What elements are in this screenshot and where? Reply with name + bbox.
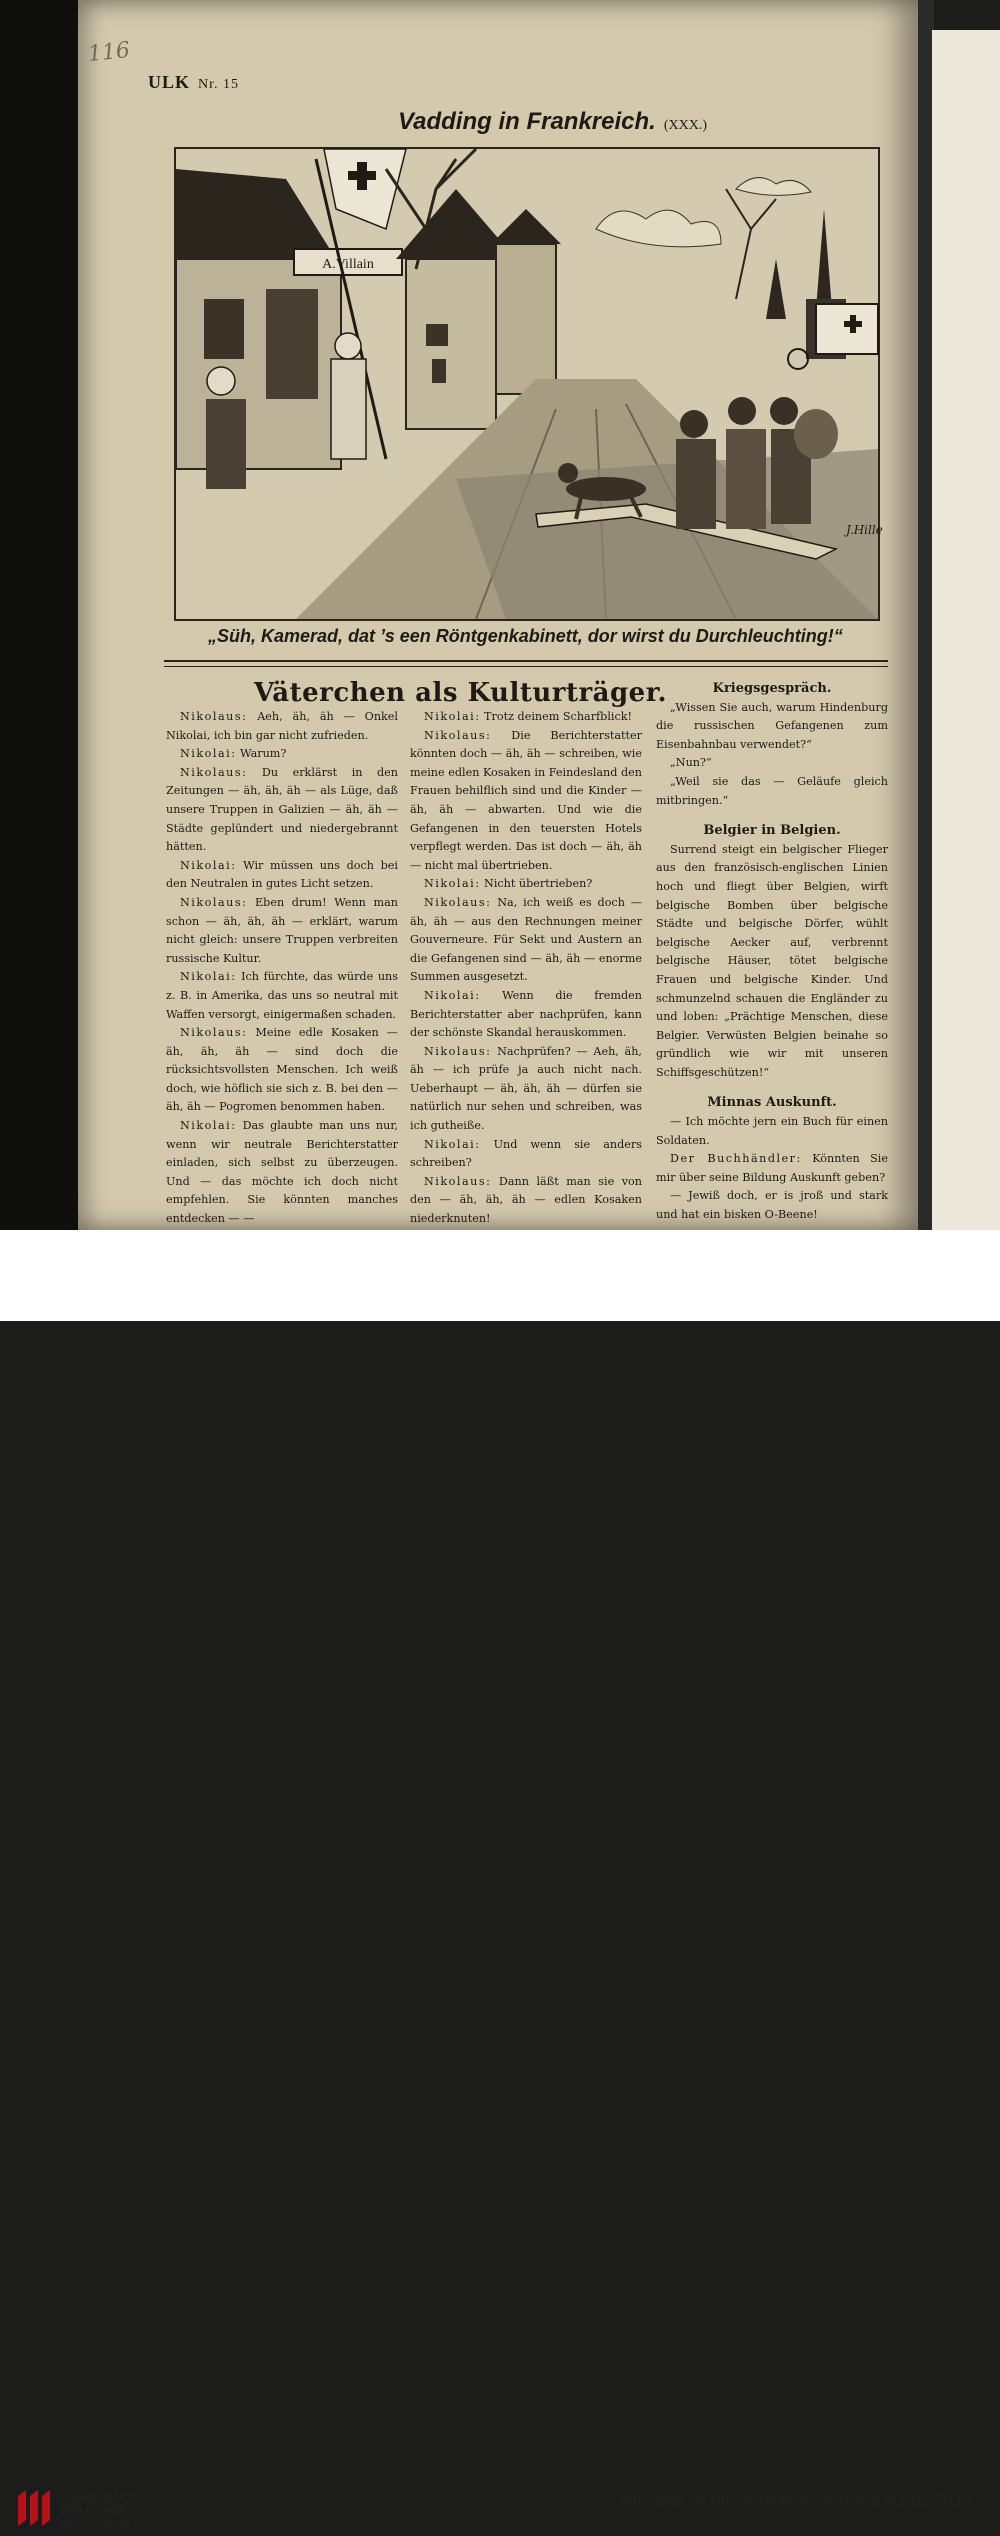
speaker-name: Nikolai: <box>424 1137 481 1151</box>
minna-text-2-body: Könnten Sie mir über seine Bildung Auskunft geben? <box>656 1152 889 1184</box>
minna-speaker: Der Buchhändler: <box>670 1152 802 1166</box>
adjacent-page <box>932 30 1000 1230</box>
dialogue-paragraph <box>166 708 398 745</box>
dialogue-text: Warum? <box>236 747 287 761</box>
issue-number: Nr. 15 <box>198 77 240 92</box>
dialogue-paragraph <box>410 1173 642 1229</box>
minna-text-1: — Ich möchte jern ein Buch für einen Soldaten. <box>656 1115 888 1147</box>
logo-line-1: UNIVERSITÄTS- <box>60 2492 145 2504</box>
dialogue-paragraph <box>166 894 398 968</box>
dialogue-text: Na, ich weiß es doch — äh, äh — aus den Rechnungen meiner Gouverneure. Für Sekt und Austern an die Gefangenen sind — äh, äh — enorme Summen ausgesetzt. <box>410 895 642 984</box>
sidebar-column <box>656 680 888 1225</box>
speaker-name: Nikolaus: <box>424 895 492 909</box>
dialogue-paragraph <box>410 727 642 876</box>
article-column-1 <box>166 708 398 1284</box>
speaker-name: Nikolaus: <box>424 728 492 742</box>
journal-name: ULK <box>148 72 191 92</box>
dialogue-text: Die Berichterstatter könnten doch — äh, äh — schreiben, wie meine edlen Kosaken in Feindesland den Frauen behilflich sind und die Kinder — äh, äh — abwarten. Und wie die Gefangenen in den teuersten Hotels verpflegt werden. Das ist doch — äh, äh — nicht mal übertrieben. <box>410 728 642 872</box>
speaker-name: Nikolaus: <box>424 1044 492 1058</box>
shop-sign-text: A.Villain <box>322 257 374 272</box>
article-column-2 <box>410 708 642 1266</box>
logo-line-3: HEIDELBERG <box>60 2518 131 2530</box>
library-logo-icon <box>12 2486 52 2532</box>
sidebar-paragraph: „Wissen Sie auch, warum Hindenburg die russischen Gefangenen zum Eisenbahnbau verwendet?“ <box>656 700 888 751</box>
newspaper-page <box>78 0 918 1230</box>
dialogue-text: Wenn die fremden Berichterstatter aber nachprüfen, kann der schönste Skandal herauskommen. <box>410 988 642 1040</box>
dialogue-paragraph <box>166 745 398 764</box>
sidebar-paragraph: Surrend steigt ein belgischer Flieger aus den französisch-englischen Linien hoch und fliegt über Belgien, wirft belgische Bomben über belgische Städte und belgische Dörfer, wühlt belgische Aecker auf, verbrennt belgische Häuser, tötet belgische Frauen und belgische Kinder. Und schmunzelnd schauen die Engländer zu und loben: „Prächtige Menschen, diese Belgier. Verwüsten Belgien beinahe so gründlich wie wir mit unseren Schiffsgeschützen!“ <box>656 842 888 1079</box>
dialogue-text: Eben drum! Wenn man schon — äh, äh, äh — erklärt, warum nicht gleich: unsere Truppen verbreiten russische Kultur. <box>166 895 398 965</box>
handwritten-page-number: 116 <box>86 37 132 68</box>
source-url[interactable]: http://digi.ub.uni-heidelberg.de/diglit/ulk1915/0116 <box>620 2493 972 2510</box>
sidebar-paragraph: „Nun?“ <box>670 756 712 770</box>
dialogue-paragraph <box>166 764 398 857</box>
cartoon-illustration <box>174 147 883 621</box>
dialogue-text: Du erklärst in den Zeitungen — äh, äh, äh — als Lüge, daß unsere Truppen in Galizien — äh, äh — Städte geplündert und niedergebrannt hätten. <box>166 765 398 854</box>
dialogue-text: Meine edle Kosaken — äh, äh, äh — sind doch die rücksichtsvollsten Menschen. Ich weiß doch, wie höflich sie sich z. B. bei den — äh, äh — Pogromen benommen haben. <box>166 1026 398 1114</box>
dialogue-text: Und wenn sie anders schreiben? <box>410 1137 642 1170</box>
speaker-name: Nikolaus: <box>180 765 248 779</box>
speaker-name: Nikolai: <box>424 988 481 1002</box>
dialogue-paragraph <box>410 875 642 894</box>
speaker-name: Nikolai: <box>424 710 481 723</box>
sidebar-heading-belgier: Belgier in Belgien. <box>703 823 841 839</box>
dialogue-text: Nicht übertrieben? <box>480 877 593 891</box>
belgier-text <box>656 841 888 1083</box>
dialogue-text: Das glaubte man uns nur, wenn wir neutrale Berichterstatter einladen, sich selbst zu überzeugen. Und — das möchte ich doch nicht empfehlen. Sie könnten manches entdecken — — <box>166 1119 398 1226</box>
dialogue-text: Wir müssen uns doch bei den Neutralen in gutes Licht setzen. <box>166 858 398 891</box>
dialogue-paragraph <box>166 857 398 894</box>
artist-signature: J.Hille <box>846 523 883 537</box>
speaker-name: Nikolai: <box>180 747 237 761</box>
dialogue-paragraph <box>410 1136 642 1173</box>
cartoon-title <box>398 108 707 136</box>
dialogue-text: Dann läßt man sie von den — äh, äh, äh — edlen Kosaken niederknuten! <box>410 1174 642 1226</box>
sidebar-paragraph: „Weil sie das — Geläufe gleich mitbringen.“ <box>656 774 888 807</box>
kriegsgespraech-text <box>656 699 888 811</box>
dialogue-text: Ich fürchte, das würde uns z. B. in Amerika, das uns so neutral mit Waffen versorgt, einigermaßen schaden. <box>166 970 398 1021</box>
dialogue-paragraph <box>166 1024 398 1117</box>
dialogue-paragraph <box>410 894 642 987</box>
logo-line-2: BIBLIOTHEK <box>60 2505 128 2517</box>
cartoon-caption: „Süh, Kamerad, dat ’s een Röntgenkabinett, dor wirst du Durchleuchting!“ <box>208 626 843 646</box>
article-title: Väterchen als Kulturträger. <box>254 678 668 708</box>
sidebar-heading-kriegsgespraech: Kriegsgespräch. <box>712 681 832 696</box>
cartoon-title-text: Vadding in Frankreich. <box>398 108 656 135</box>
dialogue-paragraph <box>410 987 642 1043</box>
running-head <box>148 72 239 93</box>
speaker-name: Nikolai: <box>180 858 237 872</box>
dialogue-paragraph <box>410 708 642 727</box>
speaker-name: Nikolaus: <box>180 710 248 723</box>
cartoon-title-suffix: (XXX.) <box>663 118 707 133</box>
minna-text-3: — Jewiß doch, er is jroß und stark und hat ein bisken O-Beene! <box>656 1189 888 1222</box>
dialogue-paragraph <box>410 1043 642 1136</box>
speaker-name: Nikolaus: <box>180 1026 248 1040</box>
library-logo <box>12 2486 162 2536</box>
dialogue-text: Aeh, äh, äh — Onkel Nikolai, ich bin gar nicht zufrieden. <box>166 710 398 742</box>
section-rule <box>164 660 888 667</box>
minna-text-2 <box>656 1150 888 1187</box>
dialogue-paragraph <box>166 1117 398 1229</box>
speaker-name: Nikolai: <box>180 970 237 984</box>
footer-bar <box>0 1230 1000 2530</box>
speaker-name: Nikolaus: <box>424 1174 492 1188</box>
dialogue-paragraph <box>166 968 398 1024</box>
street-scene-drawing <box>176 149 883 619</box>
speaker-name: Nikolaus: <box>180 895 248 909</box>
book-binding-left <box>0 0 78 1230</box>
speaker-name: Nikolai: <box>180 1119 237 1133</box>
dialogue-text: Nachprüfen? — Aeh, äh, äh — ich prüfe ja auch nicht nach. Ueberhaupt — äh, äh, äh — dürfen sie natürlich nur sehen und schreiben, was ich gutheiße. <box>410 1044 642 1133</box>
speaker-name: Nikolai: <box>424 877 481 891</box>
dialogue-text: Trotz deinem Scharfblick! <box>480 710 633 723</box>
sidebar-heading-minna: Minnas Auskunft. <box>707 1095 837 1111</box>
